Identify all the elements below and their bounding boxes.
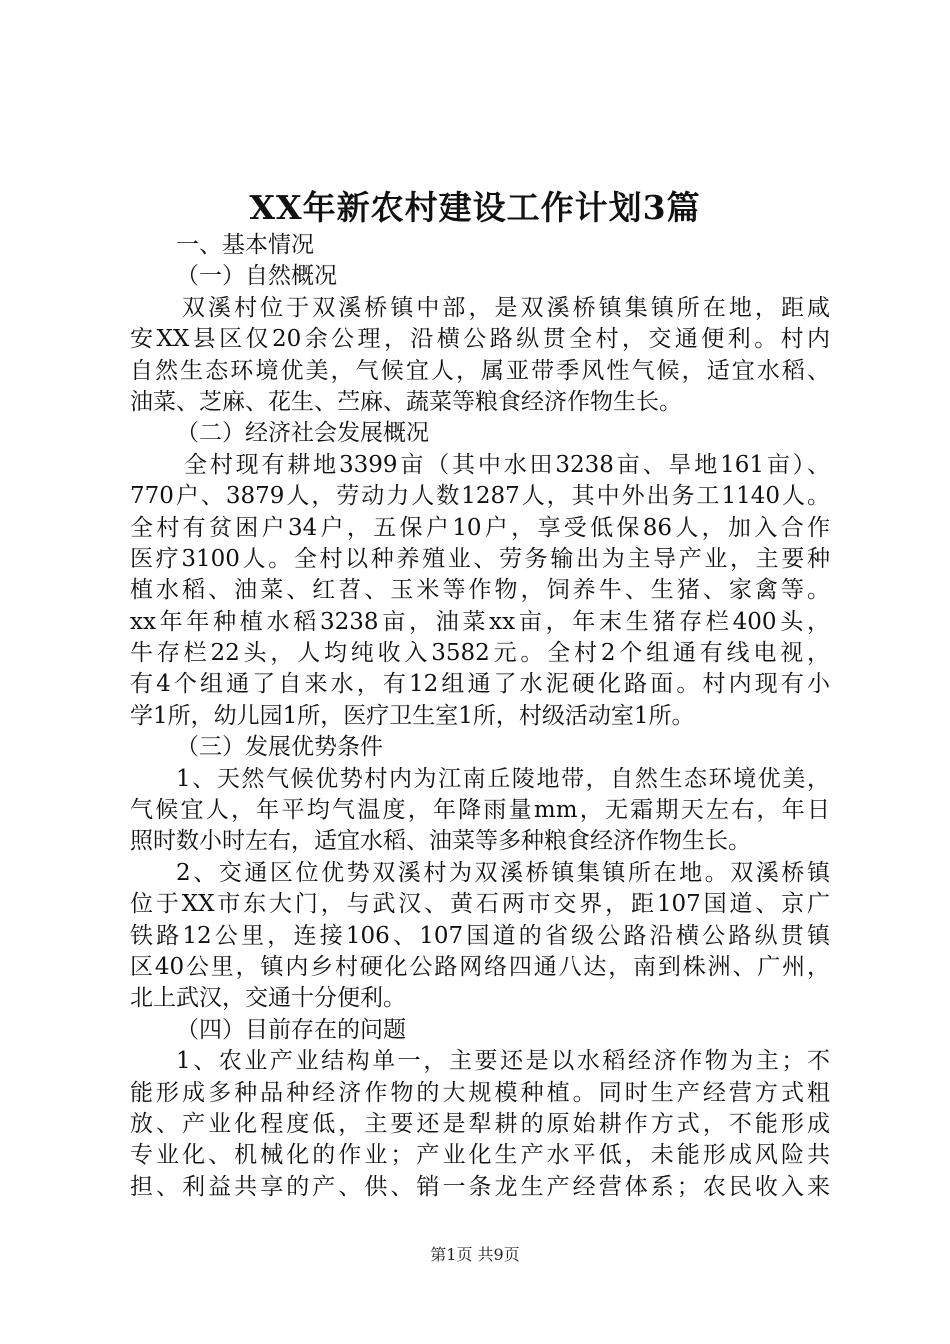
- paragraph-line: 医疗3100人。全村以种养殖业、劳务输出为主导产业，主要种: [130, 545, 830, 572]
- paragraph-line: 1、农业产业结构单一，主要还是以水稻经济作物为主；不: [176, 1048, 830, 1075]
- paragraph-line: 全村有贫困户34户，五保户10户，享受低保86人，加入合作: [130, 514, 830, 541]
- paragraph-line: xx年年种植水稻3238亩，油菜xx亩，年末生猪存栏400头，: [130, 608, 830, 635]
- paragraph-line: 2、交通区位优势双溪村为双溪桥镇集镇所在地。双溪桥镇: [176, 859, 830, 886]
- paragraph-line: 能形成多种品种经济作物的大规模种植。同时生产经营方式粗: [130, 1079, 830, 1106]
- section-heading: （三）发展优势条件: [176, 734, 383, 761]
- page-footer: 第1页 共9页: [430, 1245, 520, 1264]
- paragraph-line: 学1所，幼儿园1所，医疗卫生室1所，村级活动室1所。: [130, 702, 695, 729]
- document-title: XX年新农村建设工作计划3篇: [249, 188, 701, 227]
- section-heading: 一、基本情况: [176, 232, 314, 258]
- section-heading: （二）经济社会发展概况: [176, 420, 429, 447]
- paragraph-line: 植水稻、油菜、红苕、玉米等作物，饲养牛、生猪、家禽等。: [130, 577, 830, 604]
- paragraph-line: 1、天然气候优势村内为江南丘陵地带，自然生态环境优美，: [176, 765, 830, 792]
- document-body: [130, 230, 830, 1203]
- paragraph-line: 770户、3879人，劳动力人数1287人，其中外出务工1140人。: [130, 483, 830, 510]
- paragraph-line: 位于XX市东大门，与武汉、黄石两市交界，距107国道、京广: [130, 891, 830, 918]
- paragraph-line: 全村现有耕地3399亩（其中水田3238亩、旱地161亩）、: [184, 451, 830, 478]
- paragraph-line: 放、产业化程度低，主要还是犁耕的原始耕作方式，不能形成: [130, 1110, 830, 1137]
- paragraph-line: 北上武汉，交通十分便利。: [130, 985, 406, 1012]
- paragraph-line: 照时数小时左右，适宜水稻、油菜等多种粮食经济作物生长。: [130, 828, 751, 855]
- paragraph-line: 担、利益共享的产、供、销一条龙生产经营体系；农民收入来: [130, 1173, 830, 1200]
- paragraph-line: 安XX县区仅20余公理，沿横公路纵贯全村，交通便利。村内: [130, 326, 830, 353]
- paragraph-line: 区40公里，镇内乡村硬化公路网络四通八达，南到株洲、广州，: [130, 953, 830, 980]
- paragraph-line: 双溪村位于双溪桥镇中部，是双溪桥镇集镇所在地，距咸: [182, 294, 830, 321]
- section-heading: （四）目前存在的问题: [176, 1016, 406, 1043]
- paragraph-line: 油菜、芝麻、花生、苎麻、蔬菜等粮食经济作物生长。: [130, 388, 682, 415]
- section-heading: （一）自然概况: [176, 263, 337, 290]
- paragraph-line: 专业化、机械化的作业；产业化生产水平低，未能形成风险共: [130, 1142, 830, 1169]
- paragraph-line: 气候宜人，年平均气温度，年降雨量mm，无霜期天左右，年日: [130, 797, 830, 824]
- paragraph-line: 铁路12公里，连接106、107国道的省级公路沿横公路纵贯镇: [130, 922, 830, 949]
- paragraph-line: 牛存栏22头，人均纯收入3582元。全村2个组通有线电视，: [130, 640, 830, 667]
- paragraph-line: 自然生态环境优美，气候宜人，属亚带季风性气候，适宜水稻、: [130, 357, 830, 384]
- paragraph-line: 有4个组通了自来水，有12组通了水泥硬化路面。村内现有小: [130, 671, 830, 698]
